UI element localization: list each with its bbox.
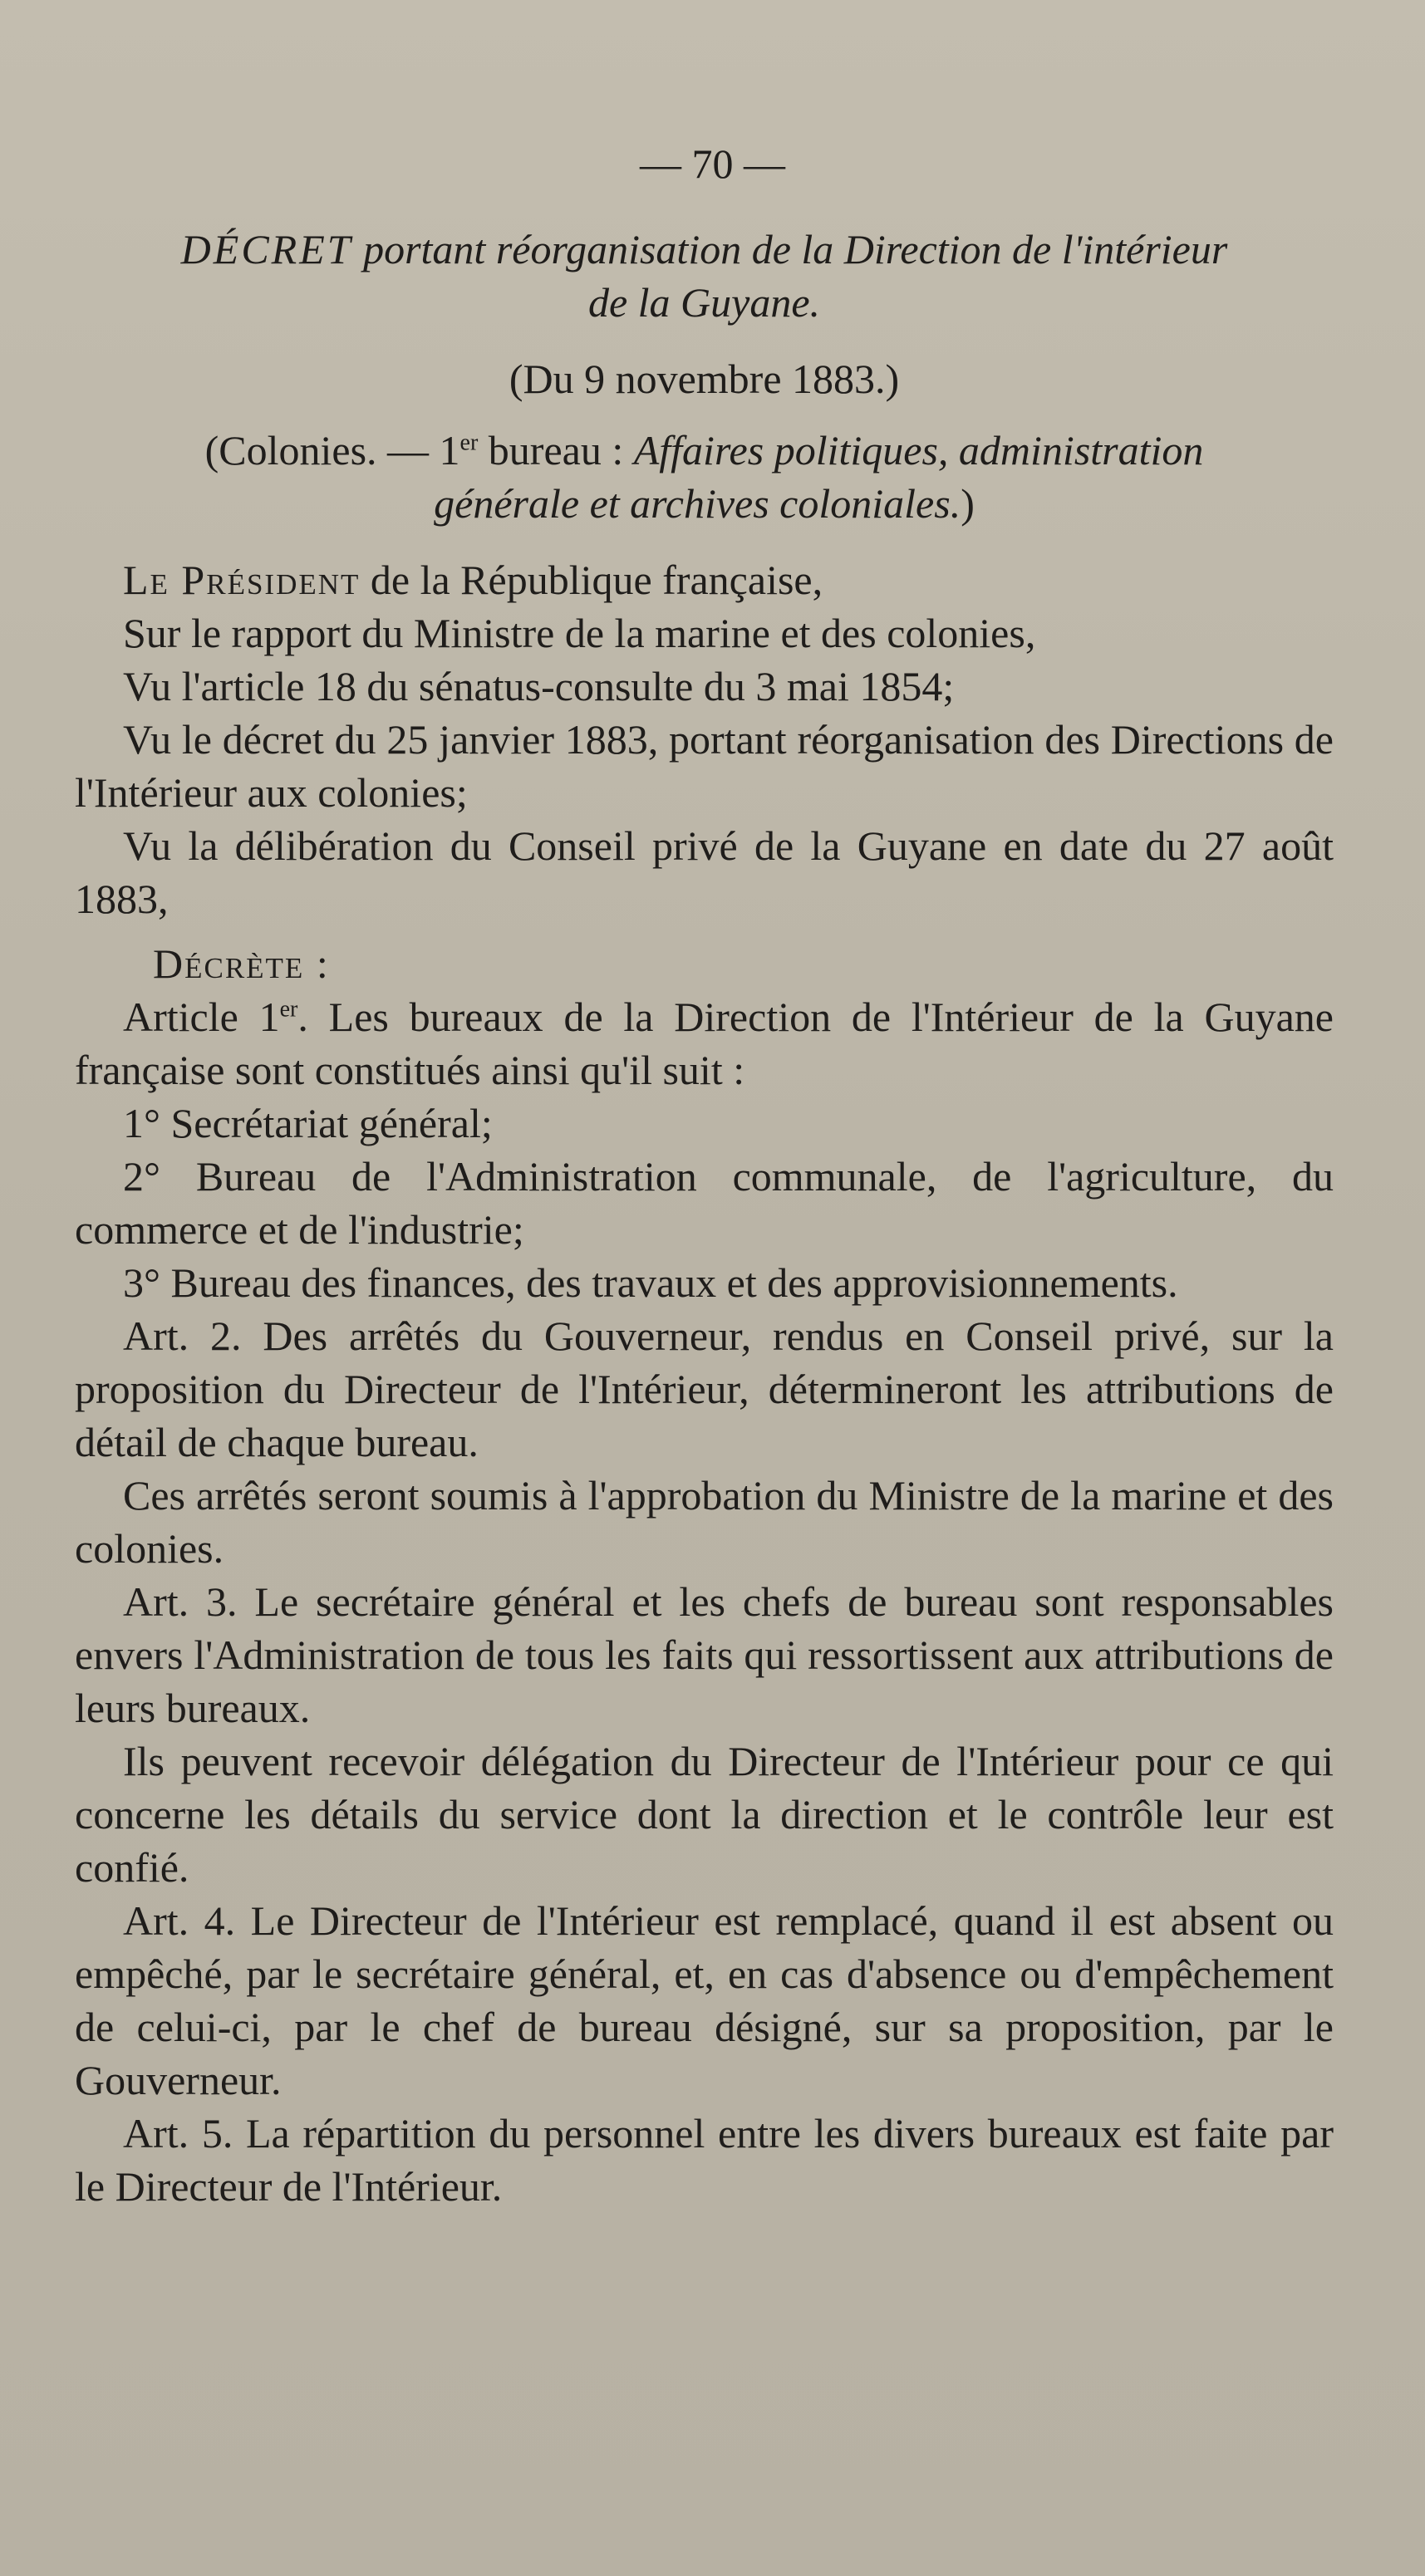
decree-title xyxy=(75,223,1334,329)
article-2: Art. 2. Des arrêtés du Gouverneur, rendus en Conseil privé, sur la proposition du Directeur de l'Intérieur, détermineront les attributions de détail de chaque bureau. xyxy=(75,1313,1334,1465)
list-item-1: 1° Secrétariat général; xyxy=(123,1100,493,1146)
article-3: Art. 3. Le secrétaire général et les chefs de bureau sont responsables envers l'Administration de tous les faits qui ressortissent aux attributions de leurs bureaux. xyxy=(75,1578,1334,1731)
office-italic-2: générale et archives coloniales. xyxy=(434,480,961,527)
article-4: Art. 4. Le Directeur de l'Intérieur est remplacé, quand il est absent ou empêché, par le secrétaire général, et, en cas d'absence ou d'empêchement de celui-ci, par le chef de bureau désigné, sur sa proposition, par le Gouverneur. xyxy=(75,1897,1334,2103)
office-close: ) xyxy=(961,480,975,527)
article-1-prefix: Article 1 xyxy=(123,994,280,1040)
article-1-sup: er xyxy=(279,996,298,1023)
article-3-second: Ils peuvent recevoir délégation du Directeur de l'Intérieur pour ce qui concerne les détails du service dont la direction et le contrôle leur est confié. xyxy=(75,1738,1334,1891)
page-number: — 70 — xyxy=(640,140,785,187)
president-smallcaps: Le Président xyxy=(123,557,361,603)
paragraph-decret-janvier: Vu le décret du 25 janvier 1883, portant réorganisation des Directions de l'Intérieur aux colonies; xyxy=(75,716,1334,816)
office-prefix: (Colonies. — 1 xyxy=(204,427,460,473)
article-2-second: Ces arrêtés seront soumis à l'approbation du Ministre de la marine et des colonies. xyxy=(75,1472,1334,1572)
article-5: Art. 5. La répartition du personnel entre les divers bureaux est faite par le Directeur de l'Intérieur. xyxy=(75,2110,1334,2210)
article-1 xyxy=(75,990,1334,1097)
text-column xyxy=(75,133,1334,2213)
paragraph-deliberation: Vu la délibération du Conseil privé de la Guyane en date du 27 août 1883, xyxy=(75,822,1334,922)
decrete-heading: Décrète : xyxy=(153,940,330,987)
office-mid: bureau : xyxy=(478,427,634,473)
title-line1-rest: portant réorganisation de la Direction de l'intérieur xyxy=(352,226,1228,272)
office-italic-1: Affaires politiques, administration xyxy=(633,427,1204,473)
article-1-text: . Les bureaux de la Direction de l'Intérieur de la Guyane française sont constitués ainsi qu'il suit : xyxy=(75,994,1334,1093)
president-line xyxy=(75,553,1334,606)
title-lead: DÉCRET xyxy=(180,226,353,272)
list-item-3: 3° Bureau des finances, des travaux et des approvisionnements. xyxy=(123,1259,1178,1306)
office-line xyxy=(75,424,1334,530)
paragraph-rapport: Sur le rapport du Ministre de la marine et des colonies, xyxy=(123,610,1036,656)
list-item-2: 2° Bureau de l'Administration communale, de l'agriculture, du commerce et de l'industrie; xyxy=(75,1153,1334,1253)
title-line2: de la Guyane. xyxy=(587,279,821,326)
paragraph-senatus: Vu l'article 18 du sénatus-consulte du 3 mai 1854; xyxy=(123,663,955,709)
president-rest: de la République française, xyxy=(360,557,823,603)
office-sup: er xyxy=(459,429,479,456)
decree-date: (Du 9 novembre 1883.) xyxy=(509,356,900,402)
